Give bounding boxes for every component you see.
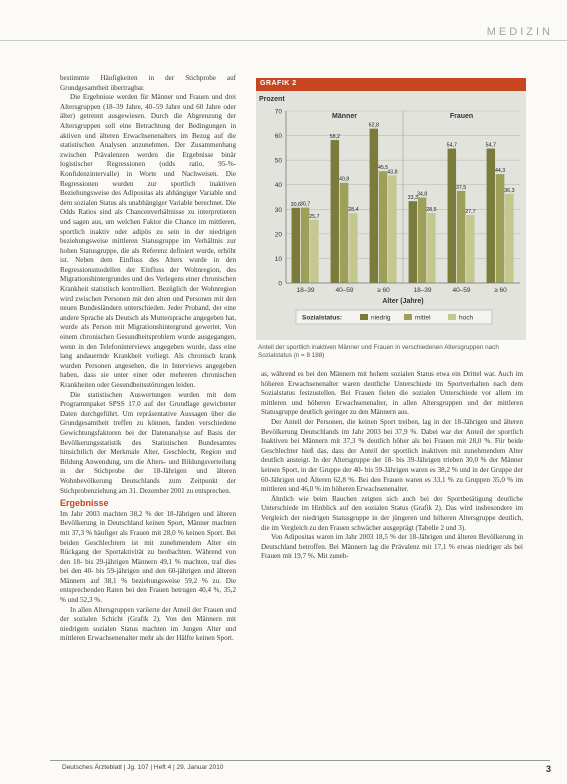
right-paragraph-4: Von Adipositas waren im Jahr 2003 18,5 % der 18-Jährigen und älteren Bevölkerung in Deutschland betroffen. Bei Männern lag die Prävalenz mit 17,1 % etwas niedriger als bei Frauen mit 19,7 %. Mit zuneh- (261, 533, 523, 561)
y-tick-label-40: 40 (274, 182, 282, 190)
legend-swatch-hoch (448, 314, 456, 320)
value-label-mittel-2: 45,5 (377, 165, 389, 172)
value-label-niedrig-2: 62,8 (368, 122, 379, 129)
bar-niedrig-5 (487, 149, 495, 283)
value-label-mittel-4: 37,5 (455, 184, 467, 191)
value-label-hoch-3: 28,5 (426, 206, 437, 213)
bar-niedrig-0 (292, 208, 300, 283)
left-paragraph-2: Die Ergebnisse werden für Männer und Frauen und drei Altersgruppen (18–39 Jahre, 40–59 Jahre und 60 Jahre oder älter) getrennt ausgewiesen. Durch die Abgrenzung der Altersgruppen soll eine Betrachtung der Bedingungen in aktiven und älteren Erwachsenenalters im Bezug auf die statistischen Analysen anzunehmen. Der Zusammenhang zwischen Prävalenzen werden die Ergebnisse binär logistischer Regressionen (odds ratio, 95-%-Konfidenzintervalle) in Worte und Nachweisen. Die Regressionen wurden zur sportlich inaktiven Beziehungsweise des Adipositas als abhängiger Variable und dem sozialen Status als unabhängiger Variable berechnet. Die Odds Ratios sind als Chancenverhältnisse zu interpretieren und sagen aus, um welchen Faktor die Chance im mittleren, sportlich inaktiv oder adipös zu sein in der niedrigen beziehungsweise mittleren Statusgruppe im Verhältnis zur hohen Statusgruppe, die als Referenz definiert wurde, erhöht ist. Neben dem Einfluss des Alters wurde in den Regressionsmodellen der Einfluss der Wohnregion, des Migrationshintergrundes und des Verlegens einer chronischen Krankheit statistisch kontrolliert. Bezüglich der Wohnregion wird zwischen Personen mit den alten und Personen mit den neuen Bundesländern unterschieden. Jeder Proband, der eine andere Sprache als Deutsch als Muttersprache angegeben hat, wurde als Person mit Migrationshintergrund gewertet. Von einem chronischen Gesundheitsproblem wurde ausgegangen, wenn in den Telefoninterviews angegeben wurde, dass eine lang andauernde Krankheit vorliegt. Als chronisch krank wurden Personen angesehen, die in Interviews angegeben haben, dass sie unter einer oder mehreren chronischen Krankheiten oder Gesundheitsstörungen leiden. (60, 93, 236, 389)
value-label-hoch-2: 43,8 (387, 169, 398, 176)
value-label-niedrig-5: 54,7 (485, 142, 496, 149)
y-tick-label-70: 70 (274, 108, 282, 116)
legend-title: Sozialstatus: (302, 314, 343, 322)
bar-chart (256, 91, 526, 340)
page-footer (0, 760, 567, 784)
group-label-frauen: Frauen (449, 113, 474, 120)
bar-hoch-5 (505, 194, 513, 283)
y-axis-label: Prozent (259, 96, 285, 103)
x-tick-label-2: ≥ 60 (377, 287, 390, 294)
bar-hoch-0 (310, 220, 318, 283)
bar-mittel-3 (418, 197, 426, 283)
value-label-mittel-1: 40,8 (338, 176, 350, 183)
right-paragraph-3: Ähnlich wie beim Rauchen zeigten sich auch bei der Sportbetätigung deutliche Unterschiede im Hinblick auf den sozialen Status (Grafik 2). Das wird insbesondere im Vergleich der niedrigen Statusgruppe in der jüngeren und höheren Altersgruppe deutlich, die im Vergleich zu den Frauen schwächer ausgeprägt (Tabelle 2 und 3). (261, 494, 523, 532)
y-tick-label-20: 20 (274, 231, 282, 239)
bar-hoch-1 (349, 213, 357, 283)
value-label-hoch-4: 27,7 (465, 208, 476, 215)
y-tick-label-10: 10 (274, 255, 282, 263)
value-label-niedrig-0: 30,6 (290, 201, 301, 208)
bar-niedrig-2 (370, 129, 378, 283)
value-label-hoch-0: 25,7 (309, 213, 320, 220)
x-axis-label: Alter (Jahre) (382, 298, 424, 305)
legend-label-mittel: mittel (415, 314, 431, 322)
left-column (60, 74, 236, 764)
bar-hoch-4 (466, 215, 474, 283)
left-paragraph-3: Die statistischen Auswertungen wurden mit dem Programmpaket SPSS 17.0 auf der Grundlage gewichteter Daten durchgeführt. Um repräsentative Aussagen über die Grundgesamtheit treffen zu können, fanden verschiedene Gewichtungsfaktoren bei der Datenanalyse auf Basis der Bevölkerungsstatistik des Statistischen Bundesamtes hinsichtlich der Merkmale Alter, Geschlecht, Region und Bildung Anwendung, um die Alters- und Bildungsverteilung in der Stichprobe der 18-Jährigen und älteren Wohnbevölkerung Deutschlands zum Zeitpunkt der Stichprobenziehung am 31. Dezember 2001 zu entsprechen. (60, 390, 236, 495)
legend-label-hoch: hoch (459, 314, 474, 322)
value-label-niedrig-4: 54,7 (446, 142, 457, 149)
results-paragraph-1: Im Jahr 2003 machten 38,2 % der 18-Jährigen und älteren Bevölkerung in Deutschland keinen Sport, Männer machten mit 37,3 % häufiger als Frauen mit 28,0 % keinen Sport. Bei beiden Geschlechtern ist mit zunehmendem Alter ein Rückgang der Sportaktivität zu beobachten. Während von den 18- bis 29-jährigen Männern 49,1 % machten, traf dies bei den 40- bis 59-jährigen und den 60-jährigen und älteren Männern auf 38,1 % beziehungsweise 59,2 % zu. Die entsprechenden Raten bei den Frauen betrugen 40,4 %, 35,2 % und 52,3 %. (60, 509, 236, 605)
y-tick-label-50: 50 (274, 157, 282, 165)
figure-caption: Anteil der sportlich inaktiven Männer und Frauen in verschiedenen Altersgruppen nach Sozialstatus (n = 8 188) (258, 344, 499, 359)
value-label-hoch-1: 28,4 (348, 207, 359, 214)
legend-label-niedrig: niedrig (371, 314, 391, 322)
bar-mittel-4 (457, 191, 465, 283)
bar-hoch-2 (388, 175, 396, 283)
x-tick-label-0: 18–39 (296, 287, 315, 294)
bar-niedrig-1 (331, 140, 339, 283)
journal-citation: Deutsches Ärzteblatt | Jg. 107 | Heft 4 | 29. Januar 2010 (62, 764, 224, 771)
bar-mittel-2 (379, 171, 387, 283)
bar-mittel-0 (301, 208, 309, 283)
y-tick-label-60: 60 (274, 133, 282, 141)
y-tick-label-30: 30 (274, 206, 282, 214)
value-label-mittel-5: 44,3 (494, 168, 506, 175)
value-label-hoch-5: 36,3 (504, 187, 515, 194)
left-paragraph-1: bestimmte Häufigkeiten in der Stichprobe auf Grundgesamtheit übertragbar. (60, 74, 236, 92)
value-label-niedrig-3: 33,3 (407, 195, 418, 202)
x-tick-label-5: ≥ 60 (494, 287, 507, 294)
y-tick-label-0: 0 (278, 280, 282, 288)
footer-rule (50, 760, 550, 761)
value-label-mittel-3: 34,8 (416, 191, 428, 198)
x-tick-label-4: 40–59 (452, 287, 471, 294)
page-header (0, 0, 567, 44)
right-paragraph-2: Der Anteil der Personen, die keinen Sport treiben, lag in der 18-Jährigen und älteren Bevölkerung Deutschlands im Jahr 2003 bei 37,9 %. Dabei war der Anteil der sportlich Inaktiven bei Männern mit 37,3 % deutlich höher als bei Frauen mit 28,0 %. Für beide Geschlechter hieß das, dass der Anteil der sportlich inaktiven mit zunehmendem Alter deutlich ansteigt. In der Altersgruppe der 18- bis 39-Jährigen trieben 30,0 % der Männer keinen Sport, in der Gruppe der 40- bis 59-Jährigen waren es 38,2 % und in der Gruppe der 60-Jährigen und Älteren 62,8 %. Bei den Frauen waren es 33,1 % zu Gruppen 35,0 % im mittleren und 46,0 % im höheren Erwachsenenalter. (261, 417, 523, 494)
header-rule (0, 40, 567, 41)
legend-swatch-niedrig (360, 314, 368, 320)
value-label-mittel-0: 30,7 (299, 201, 311, 208)
bar-mittel-1 (340, 183, 348, 283)
x-tick-label-3: 18–39 (413, 287, 432, 294)
right-paragraph-1: as, während es bei den Männern mit hohem sozialen Status etwa ein Drittel war. Auch im höheren Erwachsenenalter waren deutliche Unterschiede im Sportverhalten nach dem Sozialstatus festzustellen. Bei Frauen fielen die sozialen Unterschiede vor allem im mittleren und höheren Erwachsenenalter, in allen Altersgruppen und der mittleren Statusgruppe deutlich geringer zu den Männern aus. (261, 370, 523, 417)
results-heading: Ergebnisse (60, 498, 109, 509)
bar-niedrig-3 (409, 201, 417, 283)
figure-box (256, 78, 526, 340)
bar-mittel-5 (496, 174, 504, 283)
x-tick-label-1: 40–59 (335, 287, 354, 294)
section-title: MEDIZIN (486, 26, 553, 38)
value-label-niedrig-1: 58,2 (329, 133, 340, 140)
legend-swatch-mittel (404, 314, 412, 320)
bar-hoch-3 (427, 213, 435, 283)
results-paragraph-2: In allen Altersgruppen variierte der Anteil der Frauen und der sozialen Schicht (Grafik 2). Von den Männern mit niedrigem sozialen Status machten im Jungen Alter und mittleren Erwachsenenalter mehr als der Hälfte keinen Sport. (60, 605, 236, 643)
group-label-maenner: Männer (332, 113, 357, 120)
right-column (261, 370, 523, 766)
bar-niedrig-4 (448, 149, 456, 283)
page-number: 3 (546, 764, 552, 774)
figure-label: GRAFIK 2 (260, 80, 297, 87)
figure-label-bar (256, 78, 526, 91)
